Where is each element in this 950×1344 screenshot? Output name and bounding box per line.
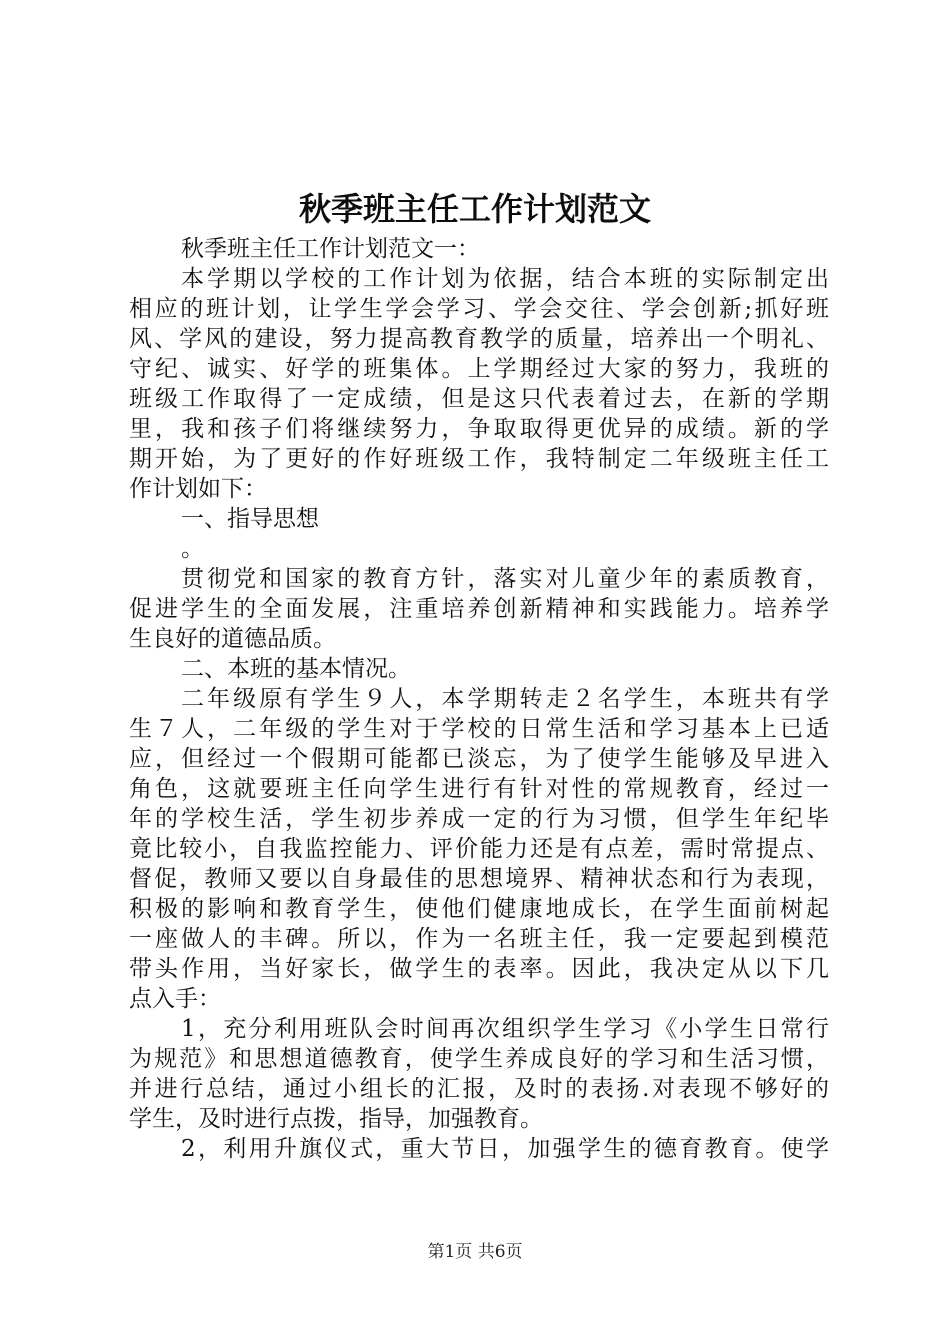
- section-heading-class-situation: [129, 654, 829, 684]
- text-line: 贯彻党和国家的教育方针，落实对儿童少年的素质教育，: [181, 566, 829, 592]
- text-line: 为规范》和思想道德教育，使学生养成良好的学习和生活习惯，: [129, 1046, 829, 1072]
- paragraph-item-2: [129, 1134, 829, 1164]
- text-line: 促进学生的全面发展，注重培养创新精神和实践能力。培养学: [129, 596, 829, 622]
- paragraph-intro-heading: [129, 234, 829, 264]
- text-line: 秋季班主任工作计划范文一：: [181, 236, 480, 262]
- paragraph-guiding-thought: [129, 564, 829, 654]
- text-line: 年的学校生活，学生初步养成一定的行为习惯，但学生年纪毕: [129, 806, 829, 832]
- text-line: 并进行总结，通过小组长的汇报，及时的表扬.对表现不够好的: [129, 1076, 829, 1102]
- text-line: 生良好的道德品质。: [129, 626, 336, 652]
- text-line: 2，利用升旗仪式，重大节日，加强学生的德育教育。使学: [181, 1136, 829, 1162]
- page-number-footer: 第1页 共6页: [427, 1242, 523, 1262]
- text-line: 学生，及时进行点拨，指导，加强教育。: [129, 1106, 543, 1132]
- document-body: [129, 234, 829, 1164]
- text-line: 一、指导思想: [181, 506, 319, 532]
- text-line: 应，但经过一个假期可能都已淡忘，为了使学生能够及早进入: [129, 746, 829, 772]
- text-line: 竟比较小，自我监控能力、评价能力还是有点差，需时常提点、: [129, 836, 829, 862]
- paragraph-item-1: [129, 1014, 829, 1134]
- text-line: 本学期以学校的工作计划为依据，结合本班的实际制定出: [181, 266, 829, 292]
- text-line: 风、学风的建设，努力提高教育教学的质量，培养出一个明礼、: [129, 326, 829, 352]
- text-line: 守纪、诚实、好学的班集体。上学期经过大家的努力，我班的: [129, 356, 829, 382]
- text-line: 积极的影响和教育学生，使他们健康地成长，在学生面前树起: [129, 896, 829, 922]
- text-line: 生７人，二年级的学生对于学校的日常生活和学习基本上已适: [129, 716, 829, 742]
- text-line: 二、本班的基本情况。: [181, 656, 411, 682]
- text-line: 督促，教师又要以自身最佳的思想境界、精神状态和行为表现，: [129, 866, 829, 892]
- text-line: 里，我和孩子们将继续努力，争取取得更优异的成绩。新的学: [129, 416, 829, 442]
- text-line: 。: [181, 536, 204, 562]
- paragraph-class-situation: [129, 684, 829, 1014]
- text-line: 点入手：: [129, 986, 221, 1012]
- text-line: 期开始，为了更好的作好班级工作，我特制定二年级班主任工: [129, 446, 829, 472]
- text-line: 作计划如下：: [129, 476, 267, 502]
- text-line: 班级工作取得了一定成绩，但是这只代表着过去，在新的学期: [129, 386, 829, 412]
- text-line: 二年级原有学生９人，本学期转走２名学生，本班共有学: [181, 686, 829, 712]
- text-line: 1，充分利用班队会时间再次组织学生学习《小学生日常行: [181, 1016, 829, 1042]
- document-title: 秋季班主任工作计划范文: [298, 190, 651, 228]
- section-heading-guiding-thought: [129, 504, 829, 564]
- text-line: 一座做人的丰碑。所以，作为一名班主任，我一定要起到模范: [129, 926, 829, 952]
- text-line: 角色，这就要班主任向学生进行有针对性的常规教育，经过一: [129, 776, 829, 802]
- text-line: 相应的班计划，让学生学会学习、学会交往、学会创新;抓好班: [129, 296, 829, 322]
- paragraph-intro: [129, 264, 829, 504]
- text-line: 带头作用，当好家长，做学生的表率。因此，我决定从以下几: [129, 956, 829, 982]
